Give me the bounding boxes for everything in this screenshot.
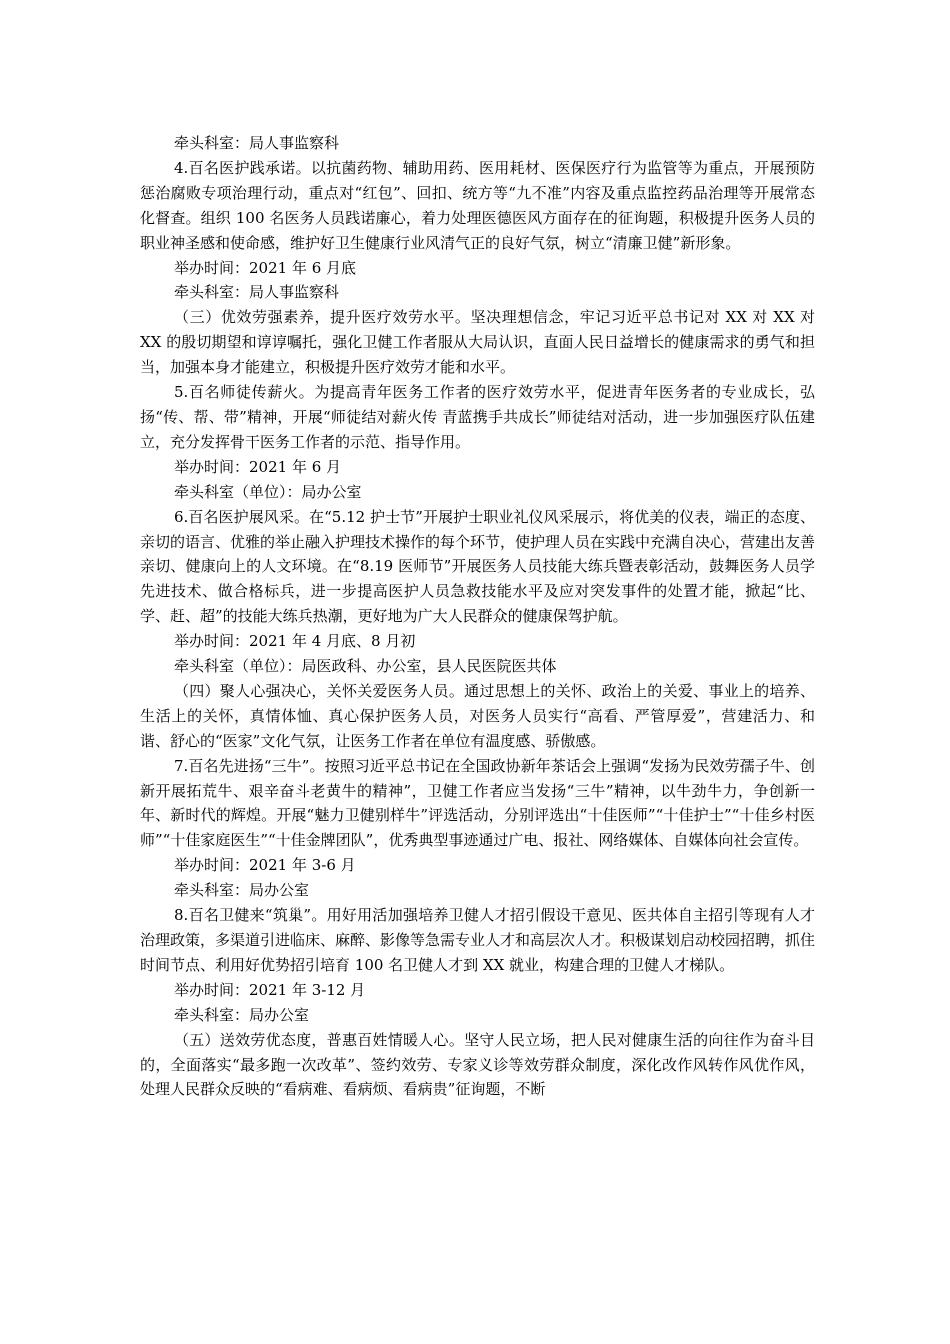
document-body [140,131,815,1102]
paragraph: 举办时间：2021 年 6 月 [174,457,342,476]
paragraph: 5.百名师徒传薪火。为提高青年医务工作者的医疗效劳水平，促进青年医务者的专业成长，弘扬“传、帮、带”精神，开展“师徒结对薪火传 青蓝携手共成长”师徒结对活动，进一步加强医疗队伍建立，充分发挥骨干医务工作者的示范、指导作用。 [140,383,815,451]
paragraph: 举办时间：2021 年 3-6 月 [174,856,356,875]
paragraph: 举办时间：2021 年 4 月底、8 月初 [174,632,416,651]
paragraph: 牵头科室：局办公室 [174,1005,310,1024]
paragraph: 4.百名医护践承诺。以抗菌药物、辅助用药、医用耗材、医保医疗行为监管等为重点，开展预防惩治腐败专项治理行动，重点对“红包”、回扣、统方等“九不准”内容及重点监控药品治理等开展常态化督查。组织 100 名医务人员践诺廉心，着力处理医德医风方面存在的征询题，积极提升医务人员的职业神圣感和使命感，维护好卫生健康行业风清气正的良好气氛，树立“清廉卫健”新形象。 [140,158,815,252]
paragraph: 6.百名医护展风采。在“5.12 护士节”开展护士职业礼仪风采展示，将优美的仪表，端正的态度、亲切的语言、优雅的举止融入护理技术操作的每个环节，使护理人员在实践中充满自决心，营建出友善亲切、健康向上的人文环境。在“8.19 医师节”开展医务人员技能大练兵暨表彰活动，鼓舞医务人员学先进技术、做合格标兵，进一步提高医护人员急救技能水平及应对突发事件的处置才能，掀起“比、学、赶、超”的技能大练兵热潮，更好地为广大人民群众的健康保驾护航。 [140,507,816,626]
section-heading-paragraph: （三）优效劳强素养，提升医疗效劳水平。坚决理想信念，牢记习近平总书记对 XX 对 XX 对 XX 的殷切期望和谆谆嘱托，强化卫健工作者服从大局认识，直面人民日益增长的健康需求的勇气和担当，加强本身才能建立，积极提升医疗效劳才能和水平。 [140,308,815,377]
paragraph: 8.百名卫健来“筑巢”。用好用活加强培养卫健人才招引假设干意见、医共体自主招引等现有人才治理政策，多渠道引进临床、麻醉、影像等急需专业人才和高层次人才。积极谋划启动校园招聘，抓住时间节点、利用好优势招引培育 100 名卫健人才到 XX 就业，构建合理的卫健人才梯队。 [140,906,816,974]
paragraph: 牵头科室：局人事监察科 [174,134,340,152]
paragraph: 牵头科室：局办公室 [174,881,310,900]
paragraph: 牵头科室（单位）：局办公室 [174,482,362,501]
paragraph: 举办时间：2021 年 6 月底 [174,258,357,277]
section-heading-paragraph: （四）聚人心强决心，关怀关爱医务人员。通过思想上的关怀、政治上的关爱、事业上的培养、生活上的关怀，真情体恤、真心保护医务人员，对医务人员实行“高看、严管厚爱”，营建活力、和谐、舒心的“医家”文化气氛，让医务工作者在单位有温度感、骄傲感。 [140,681,815,750]
section-heading-paragraph: （五）送效劳优态度，普惠百姓情暖人心。坚守人民立场，把人民对健康生活的向往作为奋斗目的，全面落实“最多跑一次改革”、签约效劳、专家义诊等效劳群众制度，深化改作风转作风优作风，处理人民群众反映的“看病难、看病烦、看病贵”征询题，不断 [140,1030,815,1099]
paragraph: 举办时间：2021 年 3-12 月 [174,980,366,999]
paragraph: 7.百名先进扬“三牛”。按照习近平总书记在全国政协新年茶话会上强调“发扬为民效劳孺子牛、创新开展拓荒牛、艰辛奋斗老黄牛的精神”，卫健工作者应当发扬“三牛”精神，以牛劲牛力，争创新一年、新时代的辉煌。开展“魅力卫健别样牛”评选活动，分别评选出“十佳医师”“十佳护士”“十佳乡村医师”“十佳家庭医生”“十佳金牌团队”，优秀典型事迹通过广电、报社、网络媒体、自媒体向社会宣传。 [140,756,815,850]
paragraph: 牵头科室（单位）：局医政科、办公室，县人民医院医共体 [174,657,557,676]
paragraph: 牵头科室：局人事监察科 [174,283,340,302]
